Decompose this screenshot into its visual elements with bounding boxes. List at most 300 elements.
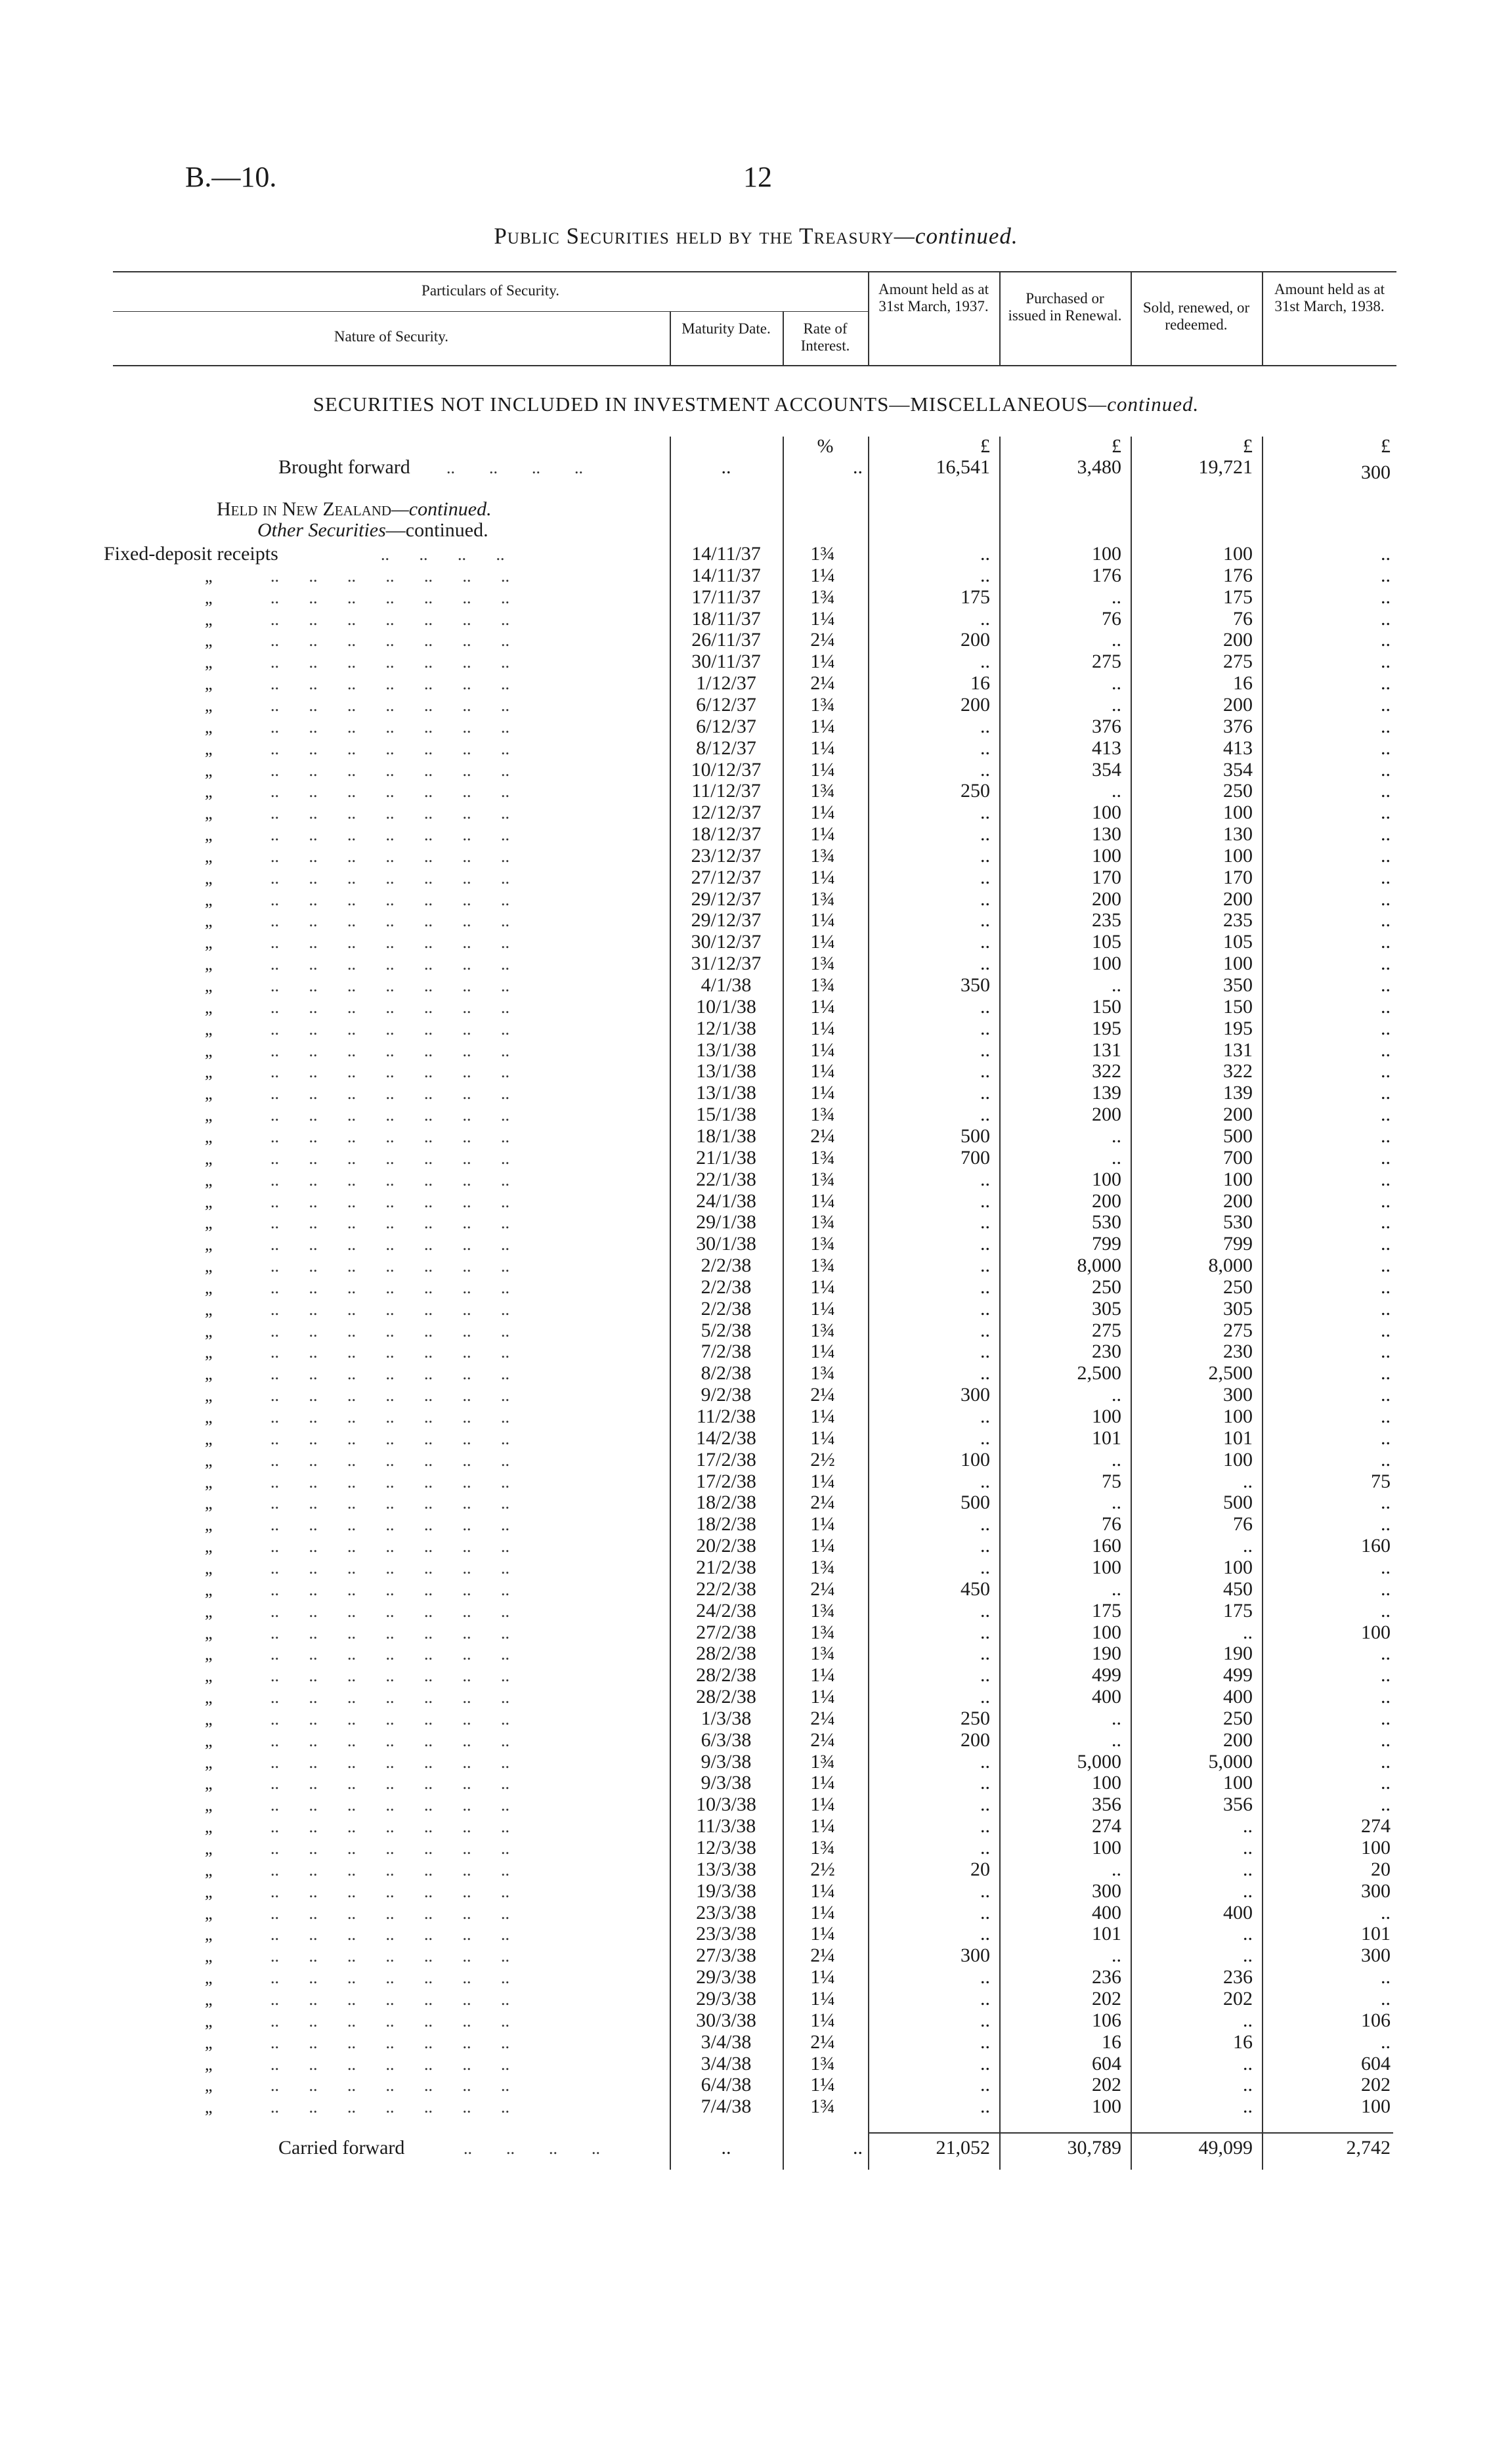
row-maturity: 7/4/38: [701, 2095, 752, 2118]
row-leader: .. .. .. .. .. .. ..: [270, 846, 509, 866]
row-amount-1938: ..: [1381, 888, 1391, 910]
row-rate: 1¼: [810, 737, 835, 759]
row-amount-1938: ..: [1381, 1664, 1391, 1687]
row-sold: 139: [1223, 1082, 1253, 1104]
row-sold: 100: [1223, 802, 1253, 824]
row-sold: 202: [1223, 1987, 1253, 2009]
brought-forward-amount-1938: 300: [1361, 462, 1391, 483]
row-purchased: 139: [1092, 1082, 1121, 1104]
row-amount-1937: ..: [980, 607, 990, 630]
row-amount-1937: 500: [961, 1125, 990, 1147]
row-rate: 1¼: [810, 1470, 835, 1492]
row-rate: 1¾: [810, 1319, 835, 1341]
row-maturity: 20/2/38: [696, 1535, 756, 1557]
row-maturity: 15/1/38: [696, 1104, 756, 1126]
ditto-mark: „: [205, 1666, 213, 1686]
ditto-mark: „: [205, 1257, 213, 1276]
row-rate: 1¾: [810, 1146, 835, 1169]
section-heading-text: SECURITIES NOT INCLUDED IN INVESTMENT ACCOUNTS—MISCELLANEOUS: [313, 393, 1089, 416]
row-leader: .. .. .. .. .. .. ..: [270, 2097, 509, 2117]
row-rate: 1¾: [810, 543, 835, 565]
row-amount-1937: 200: [961, 1729, 990, 1751]
row-amount-1937: ..: [980, 2095, 990, 2118]
row-sold: 350: [1223, 974, 1253, 996]
row-sold: 200: [1223, 888, 1253, 910]
row-leader: .. .. .. .. .. .. ..: [270, 1062, 509, 1082]
ditto-mark: „: [205, 1343, 213, 1362]
col-header-maturity: Maturity Date.: [681, 320, 771, 337]
row-leader: .. .. .. .. .. .. ..: [270, 1537, 509, 1557]
row-rate: 1¼: [810, 1815, 835, 1838]
group-heading-continued: —continued.: [391, 498, 492, 520]
row-sold: 250: [1223, 1707, 1253, 1729]
row-amount-1937: ..: [980, 1599, 990, 1622]
row-sold: 200: [1223, 693, 1253, 716]
row-maturity: 18/2/38: [696, 1492, 756, 1514]
row-amount-1938: ..: [1381, 1125, 1391, 1147]
row-amount-1937: ..: [980, 1039, 990, 1061]
row-amount-1937: 250: [961, 780, 990, 802]
row-rate: 1¼: [810, 2074, 835, 2096]
brought-forward-rate: ..: [853, 456, 863, 478]
row-maturity: 12/1/38: [696, 1017, 756, 1039]
row-rate: 1¼: [810, 1513, 835, 1536]
row-maturity: 12/12/37: [691, 802, 762, 824]
row-leader: .. .. .. .. .. .. ..: [270, 1278, 509, 1297]
row-leader: .. .. .. .. .. .. ..: [270, 1192, 509, 1211]
row-maturity: 7/2/38: [701, 1341, 752, 1363]
row-amount-1937: ..: [980, 2009, 990, 2031]
row-purchased: 376: [1092, 715, 1121, 737]
ditto-mark: „: [205, 1472, 213, 1492]
ditto-mark: „: [205, 2097, 213, 2117]
row-maturity: 22/2/38: [696, 1578, 756, 1600]
row-amount-1938: 106: [1361, 2009, 1391, 2031]
row-amount-1937: ..: [980, 1233, 990, 1255]
ditto-mark: „: [205, 1148, 213, 1168]
ditto-mark: „: [205, 653, 213, 672]
row-rate: 1¾: [810, 1750, 835, 1773]
row-amount-1937: ..: [980, 1168, 990, 1190]
row-purchased: 100: [1092, 1556, 1121, 1578]
row-rate: 1¼: [810, 715, 835, 737]
ditto-mark: „: [205, 804, 213, 823]
row-leader: .. .. .. .. .. .. ..: [270, 1925, 509, 1945]
row-amount-1937: ..: [980, 758, 990, 781]
row-purchased: 2,500: [1077, 1362, 1121, 1385]
row-rate: 1¾: [810, 1643, 835, 1665]
row-rate: 1¼: [810, 1686, 835, 1708]
row-rate: 1¾: [810, 586, 835, 608]
row-amount-1938: ..: [1381, 909, 1391, 932]
row-sold: 190: [1223, 1643, 1253, 1665]
header-divider-1: [670, 311, 671, 365]
unit-sold: £: [1243, 435, 1253, 457]
row-purchased: ..: [1112, 693, 1121, 716]
row-rate: 1¼: [810, 1276, 835, 1298]
row-sold: 305: [1223, 1297, 1253, 1320]
ditto-mark: „: [205, 868, 213, 888]
row-purchased: 150: [1092, 995, 1121, 1018]
ditto-mark: „: [205, 1515, 213, 1535]
row-purchased: 100: [1092, 2095, 1121, 2118]
row-leader: .. .. .. .. .. .. ..: [270, 1494, 509, 1513]
row-maturity: 8/12/37: [696, 737, 756, 759]
row-amount-1938: ..: [1381, 1448, 1391, 1471]
row-purchased: 100: [1092, 1621, 1121, 1643]
row-rate: 1¼: [810, 2009, 835, 2031]
row-rate: 2¼: [810, 1384, 835, 1406]
ditto-mark: „: [205, 1558, 213, 1578]
row-amount-1937: ..: [980, 2052, 990, 2074]
row-rate: 1¼: [810, 931, 835, 953]
row-leader: .. .. .. .. .. .. ..: [270, 955, 509, 974]
ditto-mark: „: [205, 566, 213, 586]
row-sold: 130: [1223, 823, 1253, 846]
row-amount-1937: ..: [980, 1837, 990, 1859]
row-sold: 500: [1223, 1125, 1253, 1147]
ditto-mark: „: [205, 1213, 213, 1233]
row-amount-1937: ..: [980, 1772, 990, 1794]
row-sold: 5,000: [1208, 1750, 1253, 1773]
row-leader: .. .. .. ..: [381, 545, 505, 564]
row-amount-1938: ..: [1381, 1168, 1391, 1190]
row-amount-1938: ..: [1381, 1039, 1391, 1061]
ditto-mark: „: [205, 1709, 213, 1729]
row-rate: 2¼: [810, 1578, 835, 1600]
row-amount-1938: ..: [1381, 1104, 1391, 1126]
row-rate: 1¼: [810, 607, 835, 630]
row-amount-1938: 202: [1361, 2074, 1391, 2096]
row-sold: 354: [1223, 758, 1253, 781]
row-sold: 200: [1223, 1104, 1253, 1126]
row-sold: 100: [1223, 844, 1253, 867]
row-leader: .. .. .. .. .. .. ..: [270, 1515, 509, 1535]
row-sold: 76: [1233, 607, 1253, 630]
row-amount-1938: ..: [1381, 1319, 1391, 1341]
row-amount-1937: ..: [980, 931, 990, 953]
row-maturity: 1/12/37: [696, 672, 756, 695]
row-rate: 1¾: [810, 1104, 835, 1126]
row-sold: ..: [1243, 1880, 1253, 1902]
row-rate: 2¼: [810, 1945, 835, 1967]
row-sold: 101: [1223, 1427, 1253, 1449]
row-rate: 1¼: [810, 823, 835, 846]
ditto-mark: „: [205, 1774, 213, 1794]
ditto-mark: „: [205, 2054, 213, 2074]
row-amount-1937: ..: [980, 1362, 990, 1385]
row-amount-1937: ..: [980, 823, 990, 846]
row-purchased: 160: [1092, 1535, 1121, 1557]
row-amount-1938: ..: [1381, 1686, 1391, 1708]
carried-forward-amount-1938: 2,742: [1346, 2137, 1391, 2159]
ditto-mark: „: [205, 739, 213, 758]
row-amount-1938: ..: [1381, 629, 1391, 651]
row-purchased: ..: [1112, 1578, 1121, 1600]
row-maturity: 18/2/38: [696, 1513, 756, 1536]
row-amount-1938: ..: [1381, 1082, 1391, 1104]
row-amount-1937: 175: [961, 586, 990, 608]
ditto-mark: „: [205, 1041, 213, 1060]
row-maturity: 6/12/37: [696, 693, 756, 716]
row-amount-1937: ..: [980, 715, 990, 737]
row-leader: .. .. .. .. .. .. ..: [270, 760, 509, 780]
ditto-mark: „: [205, 1903, 213, 1923]
row-amount-1937: ..: [980, 1556, 990, 1578]
carried-forward-sold: 49,099: [1198, 2137, 1253, 2159]
row-purchased: 100: [1092, 1772, 1121, 1794]
row-purchased: 16: [1102, 2031, 1121, 2053]
row-amount-1938: 300: [1361, 1945, 1391, 1967]
ditto-mark: „: [205, 1192, 213, 1211]
header-divider-4: [999, 271, 1001, 365]
row-amount-1938: ..: [1381, 586, 1391, 608]
row-sold: 322: [1223, 1060, 1253, 1083]
row-amount-1937: 350: [961, 974, 990, 996]
row-maturity: 14/11/37: [691, 564, 761, 586]
row-amount-1938: ..: [1381, 1384, 1391, 1406]
row-rate: 1¼: [810, 1880, 835, 1902]
ditto-mark: „: [205, 1580, 213, 1599]
row-leader: .. .. .. .. .. .. ..: [270, 739, 509, 758]
row-leader: .. .. .. .. .. .. ..: [270, 1688, 509, 1708]
row-leader: .. .. .. .. .. .. ..: [270, 1106, 509, 1125]
row-purchased: 354: [1092, 758, 1121, 781]
row-purchased: 170: [1092, 866, 1121, 888]
row-sold: 400: [1223, 1686, 1253, 1708]
row-amount-1937: ..: [980, 543, 990, 565]
ditto-mark: „: [205, 1494, 213, 1513]
row-amount-1938: ..: [1381, 1255, 1391, 1277]
ditto-mark: „: [205, 1408, 213, 1427]
ditto-mark: „: [205, 1881, 213, 1901]
row-amount-1937: ..: [980, 1427, 990, 1449]
row-rate: 1¼: [810, 866, 835, 888]
row-amount-1937: 250: [961, 1707, 990, 1729]
row-maturity: 22/1/38: [696, 1168, 756, 1190]
row-amount-1937: ..: [980, 1513, 990, 1536]
row-amount-1937: ..: [980, 995, 990, 1018]
row-maturity: 10/1/38: [696, 995, 756, 1018]
row-sold: 700: [1223, 1146, 1253, 1169]
row-purchased: 100: [1092, 844, 1121, 867]
ditto-mark: „: [205, 631, 213, 651]
row-leader: .. .. .. .. .. .. ..: [270, 631, 509, 651]
row-amount-1937: ..: [980, 1082, 990, 1104]
row-rate: 1¾: [810, 844, 835, 867]
row-maturity: 1/3/38: [701, 1707, 752, 1729]
col-header-nature: Nature of Security.: [334, 328, 449, 345]
row-maturity: 29/12/37: [691, 909, 762, 932]
row-maturity: 28/2/38: [696, 1643, 756, 1665]
row-rate: 1¼: [810, 1017, 835, 1039]
row-maturity: 29/12/37: [691, 888, 762, 910]
row-maturity: 28/2/38: [696, 1686, 756, 1708]
row-amount-1937: ..: [980, 1060, 990, 1083]
row-amount-1937: ..: [980, 1923, 990, 1945]
row-maturity: 11/12/37: [691, 780, 761, 802]
row-amount-1938: ..: [1381, 1794, 1391, 1816]
row-leader: .. .. .. .. .. .. ..: [270, 1170, 509, 1190]
ditto-mark: „: [205, 1235, 213, 1255]
row-label: Fixed-deposit receipts: [104, 543, 278, 565]
row-sold: 230: [1223, 1341, 1253, 1363]
row-amount-1937: ..: [980, 737, 990, 759]
row-leader: .. .. .. .. .. .. ..: [270, 1989, 509, 2009]
row-amount-1938: ..: [1381, 737, 1391, 759]
row-purchased: 101: [1092, 1923, 1121, 1945]
row-sold: 170: [1223, 866, 1253, 888]
brought-forward-leader: .. .. .. ..: [446, 458, 583, 477]
row-leader: .. .. .. .. .. .. ..: [270, 1623, 509, 1643]
row-amount-1937: ..: [980, 1406, 990, 1427]
row-purchased: 101: [1092, 1427, 1121, 1449]
row-amount-1937: ..: [980, 1470, 990, 1492]
row-maturity: 24/2/38: [696, 1599, 756, 1622]
row-amount-1937: 450: [961, 1578, 990, 1600]
page-reference: B.—10.: [185, 161, 277, 193]
row-sold: 200: [1223, 1190, 1253, 1212]
row-purchased: 200: [1092, 1104, 1121, 1126]
row-sold: 131: [1223, 1039, 1253, 1061]
row-maturity: 30/1/38: [696, 1233, 756, 1255]
ditto-mark: „: [205, 588, 213, 607]
row-sold: 100: [1223, 1406, 1253, 1427]
row-rate: 1¼: [810, 1039, 835, 1061]
row-amount-1937: ..: [980, 909, 990, 932]
row-amount-1938: ..: [1381, 672, 1391, 695]
ditto-mark: „: [205, 674, 213, 694]
row-maturity: 17/2/38: [696, 1470, 756, 1492]
ditto-mark: „: [205, 695, 213, 715]
row-rate: 1¾: [810, 1362, 835, 1385]
brought-forward-amount-1937: 16,541: [936, 456, 990, 478]
col-header-rate: Rate of Interest.: [800, 320, 850, 354]
row-rate: 1¼: [810, 1923, 835, 1945]
row-maturity: 13/1/38: [696, 1060, 756, 1083]
row-amount-1938: ..: [1381, 1599, 1391, 1622]
row-purchased: 202: [1092, 2074, 1121, 2096]
row-amount-1938: ..: [1381, 1406, 1391, 1427]
section-heading: [0, 393, 1512, 416]
row-amount-1937: ..: [980, 953, 990, 975]
row-sold: ..: [1243, 1858, 1253, 1880]
row-leader: .. .. .. .. .. .. ..: [270, 1299, 509, 1319]
row-maturity: 27/12/37: [691, 866, 762, 888]
ditto-mark: „: [205, 1386, 213, 1406]
ditto-mark: „: [205, 2032, 213, 2052]
brought-forward-label: Brought forward: [278, 456, 410, 478]
row-sold: ..: [1243, 2052, 1253, 2074]
row-amount-1937: ..: [980, 802, 990, 824]
row-amount-1937: ..: [980, 1901, 990, 1923]
row-amount-1937: ..: [980, 651, 990, 673]
row-purchased: 76: [1102, 607, 1121, 630]
row-rate: 1¾: [810, 1211, 835, 1234]
row-maturity: 13/1/38: [696, 1082, 756, 1104]
row-rate: 1¾: [810, 780, 835, 802]
row-amount-1937: ..: [980, 1535, 990, 1557]
row-purchased: 100: [1092, 1406, 1121, 1427]
row-leader: .. .. .. .. .. .. ..: [270, 1450, 509, 1470]
row-purchased: 105: [1092, 931, 1121, 953]
row-purchased: 100: [1092, 1168, 1121, 1190]
row-purchased: 100: [1092, 543, 1121, 565]
ditto-mark: „: [205, 1278, 213, 1297]
row-sold: ..: [1243, 2074, 1253, 2096]
row-leader: .. .. .. .. .. .. ..: [270, 674, 509, 694]
row-maturity: 2/2/38: [701, 1297, 752, 1320]
ditto-mark: „: [205, 1170, 213, 1190]
row-amount-1938: ..: [1381, 802, 1391, 824]
group-heading: [217, 499, 492, 520]
row-maturity: 18/11/37: [691, 607, 761, 630]
carried-forward-amount-1937: 21,052: [936, 2137, 990, 2159]
row-purchased: 190: [1092, 1643, 1121, 1665]
ditto-mark: „: [205, 1537, 213, 1557]
row-maturity: 29/3/38: [696, 1966, 756, 1988]
row-rate: 1¼: [810, 995, 835, 1018]
brought-forward-sold: 19,721: [1198, 456, 1253, 478]
row-sold: 2,500: [1208, 1362, 1253, 1385]
row-maturity: 23/12/37: [691, 844, 762, 867]
row-amount-1938: ..: [1381, 1750, 1391, 1773]
row-amount-1937: ..: [980, 2074, 990, 2096]
ditto-mark: „: [205, 1860, 213, 1880]
row-amount-1937: ..: [980, 844, 990, 867]
row-sold: 175: [1223, 1599, 1253, 1622]
col-header-amount-1938: Amount held as at 31st March, 1938.: [1274, 281, 1385, 314]
row-amount-1938: ..: [1381, 693, 1391, 716]
row-amount-1937: 500: [961, 1492, 990, 1514]
row-maturity: 27/3/38: [696, 1945, 756, 1967]
row-sold: 200: [1223, 1729, 1253, 1751]
row-rate: 1¼: [810, 564, 835, 586]
row-sold: 530: [1223, 1211, 1253, 1234]
row-purchased: 76: [1102, 1513, 1121, 1536]
ditto-mark: „: [205, 933, 213, 953]
row-sold: ..: [1243, 1815, 1253, 1838]
row-purchased: ..: [1112, 672, 1121, 695]
row-amount-1938: 604: [1361, 2052, 1391, 2074]
ditto-mark: „: [205, 976, 213, 995]
title-continued: —continued.: [894, 223, 1018, 249]
row-purchased: 175: [1092, 1599, 1121, 1622]
row-rate: 1¾: [810, 974, 835, 996]
row-sold: 500: [1223, 1492, 1253, 1514]
row-purchased: 100: [1092, 953, 1121, 975]
row-maturity: 30/12/37: [691, 931, 762, 953]
ditto-mark: „: [205, 1623, 213, 1643]
row-amount-1938: ..: [1381, 1987, 1391, 2009]
row-leader: .. .. .. .. .. .. ..: [270, 1558, 509, 1578]
row-rate: 1¼: [810, 1406, 835, 1427]
row-sold: 8,000: [1208, 1255, 1253, 1277]
row-amount-1937: ..: [980, 1664, 990, 1687]
row-maturity: 30/11/37: [691, 651, 761, 673]
ditto-mark: „: [205, 717, 213, 737]
row-maturity: 10/3/38: [696, 1794, 756, 1816]
subgroup-heading-text: Other Securities: [257, 519, 386, 541]
carried-forward-label: Carried forward: [278, 2137, 405, 2159]
row-rate: 1¾: [810, 1255, 835, 1277]
row-leader: .. .. .. .. .. .. ..: [270, 1429, 509, 1448]
row-purchased: 604: [1092, 2052, 1121, 2074]
row-leader: .. .. .. .. .. .. ..: [270, 804, 509, 823]
row-rate: 2¼: [810, 1707, 835, 1729]
row-sold: 250: [1223, 780, 1253, 802]
row-maturity: 26/11/37: [691, 629, 761, 651]
